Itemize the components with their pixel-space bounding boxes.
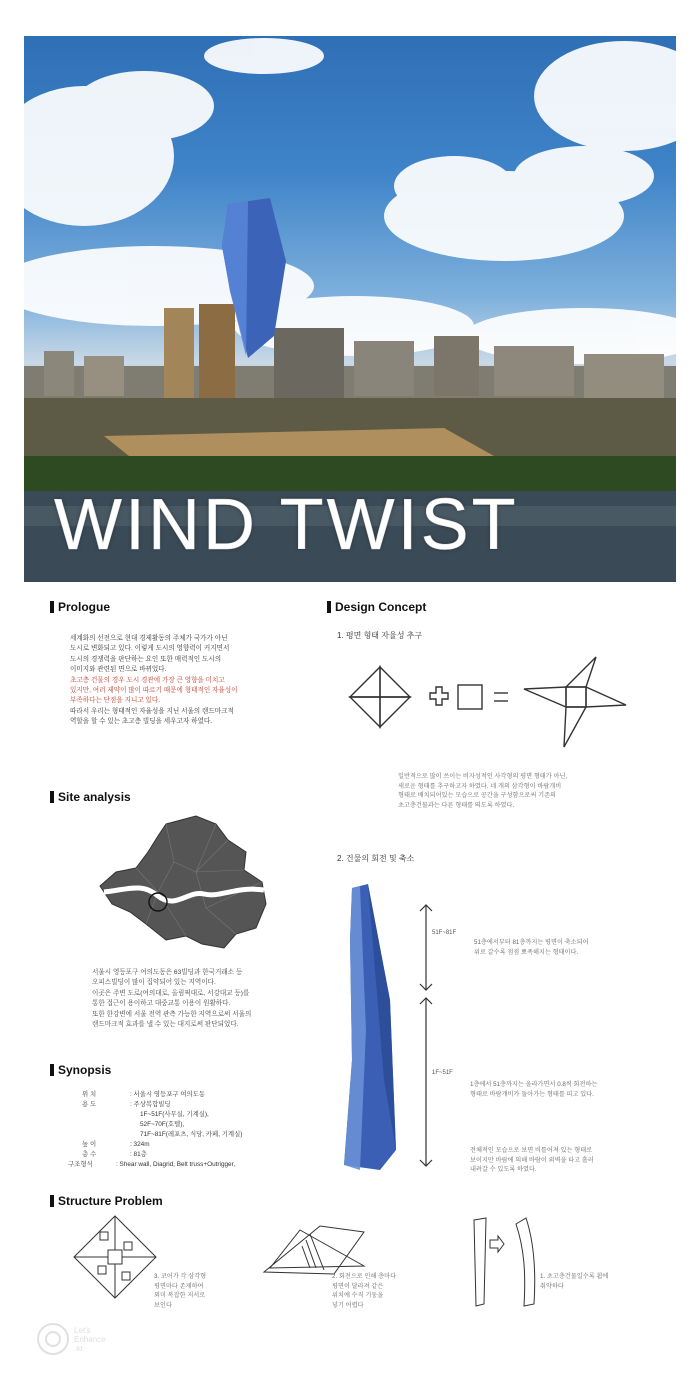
synopsis-row <box>82 1110 242 1120</box>
watermark-logo-icon <box>36 1322 70 1356</box>
site-line: 오피스빌딩이 많이 집약되어 있는 지역이다. <box>92 979 216 987</box>
prologue-heading-text: Prologue <box>58 600 111 614</box>
heading-bar <box>50 601 54 613</box>
site-line: 서울시 영등포구 여의도동은 63빌딩과 한국거래소 등 <box>92 969 243 976</box>
prologue-line: 초고층 건물의 경우 도시 경관에 가장 큰 영향을 미치고 <box>70 676 225 684</box>
prologue-text <box>70 634 238 728</box>
synopsis-value: 1F~51F(사무실, 기계실), <box>140 1111 209 1118</box>
site-line: 통한 접근이 용이하고 대중교통 이용이 원활하다. <box>92 1000 231 1008</box>
synopsis-heading <box>50 1063 111 1077</box>
site-analysis-heading-text: Site analysis <box>58 790 131 804</box>
prologue-line: 부족하다는 단점을 지니고 있다. <box>70 697 161 705</box>
site-line: 랜드마크적 효과를 낼 수 있는 대지로써 판단되었다. <box>92 1021 239 1029</box>
synopsis-value: 71F~81F(레포츠, 식당, 카페, 기계실) <box>140 1131 243 1138</box>
synopsis-key: 위 치 <box>82 1091 97 1098</box>
desc-upper-line: 51층에서부터 81층까지는 평면이 축소되어 <box>474 939 589 946</box>
concept-desc-1 <box>398 772 567 810</box>
synopsis-key: 높 이 <box>82 1141 97 1148</box>
prologue-line: 도시로 변화되고 있다. 이렇게 도시의 영향력이 커지면서 <box>70 645 230 653</box>
desc-whole-line: 내려갈 수 있도록 하였다. <box>470 1166 537 1174</box>
site-line: 이곳은 주변 도로(여의대로, 올림픽대로, 서강대교 등)를 <box>92 989 250 997</box>
desc-upper-line: 위로 갈수록 점점 뾰족해지는 형태이다. <box>474 948 579 956</box>
prologue-line: 세계화의 선전으로 현대 경제활동의 주체가 국가가 아닌 <box>70 635 228 642</box>
synopsis-value: : 324m <box>130 1141 150 1148</box>
concept-desc-line: 일반적으로 많이 쓰이는 비자성적인 사각형의 평면 형태가 아닌, <box>398 773 568 780</box>
problem-line: 넣기 어렵다 <box>332 1301 364 1309</box>
synopsis-row <box>82 1090 242 1100</box>
tower-rotation-diagram <box>330 880 440 1180</box>
synopsis-key <box>82 1120 130 1130</box>
label-lower-floors: 1F~51F <box>432 1070 453 1076</box>
synopsis-row <box>82 1130 242 1140</box>
problem-line: 1. 초고층건물일수록 휨에 <box>540 1273 609 1280</box>
problem-line: 취약하다 <box>540 1282 564 1290</box>
structure-problem-2 <box>332 1272 396 1310</box>
desc-whole-tower <box>470 1146 594 1175</box>
design-concept-heading-text: Design Concept <box>335 600 427 614</box>
synopsis-key: 구조형식 <box>68 1161 93 1168</box>
synopsis-value: 52F~70F(호텔), <box>140 1121 185 1128</box>
prologue-line: 따라서 우리는 형태적인 자율성을 지닌 서울의 랜드마크적 <box>70 707 234 715</box>
desc-upper-floors <box>474 938 589 957</box>
problem-line: 외미 복잡한 저서로 <box>154 1292 206 1300</box>
watermark <box>36 1322 106 1356</box>
prologue-line: 있지만, 여러 제약이 많이 따르기 때문에 형태적인 자율성이 <box>70 687 238 695</box>
heading-bar <box>50 791 54 803</box>
synopsis-row <box>82 1150 242 1160</box>
prologue-heading <box>50 600 110 614</box>
structure-problem-1 <box>540 1272 608 1291</box>
watermark-text <box>74 1326 106 1353</box>
bending-diagram <box>468 1212 558 1312</box>
synopsis-value: : 81층 <box>130 1151 147 1158</box>
problem-line: 3. 코어가 각 삼각형 <box>154 1273 207 1280</box>
synopsis-row <box>68 1160 242 1170</box>
seoul-district-map <box>96 812 271 952</box>
structure-problem-heading <box>50 1194 163 1208</box>
heading-bar <box>50 1195 54 1207</box>
concept-desc-line: 형태로 배치되어있는 모습으로 공간을 구성함으로써 기존의 <box>398 792 557 800</box>
desc-lower-line: 1층에서 51층까지는 올라가면서 0.8씩 회전하는 <box>470 1081 598 1088</box>
synopsis-key <box>82 1110 130 1120</box>
structure-problem-heading-text: Structure Problem <box>58 1194 163 1208</box>
synopsis-row <box>82 1120 242 1130</box>
synopsis-value: : 주상복합빌딩 <box>130 1101 171 1108</box>
site-analysis-heading <box>50 790 131 804</box>
hero-image <box>24 36 676 582</box>
prologue-line: 역할을 할 수 있는 초고층 빌딩을 세우고자 하였다. <box>70 718 213 726</box>
heading-bar <box>50 1064 54 1076</box>
label-upper-floors: 51F~81F <box>432 930 457 936</box>
concept-sub-2: 2. 건물의 회전 및 축소 <box>337 854 415 863</box>
desc-whole-line: 보이지만 바람에 의해 바람이 외벽을 타고 흘러 <box>470 1156 594 1164</box>
site-line: 또한 한강변에 서울 전역 관측 가능한 지역으로써 서울의 <box>92 1010 252 1018</box>
synopsis-row <box>82 1100 242 1110</box>
watermark-line: Let's <box>74 1325 91 1335</box>
concept-desc-line: 초고층건물과는 다른 형태를 띄도록 하였다. <box>398 801 515 809</box>
hero-title: WIND TWIST <box>54 485 519 565</box>
core-plan-diagram <box>70 1212 160 1302</box>
problem-line: 평면마다 존재하여 <box>154 1282 204 1290</box>
site-analysis-text <box>92 968 251 1030</box>
watermark-line: .io <box>74 1343 83 1353</box>
watermark-line: Enhance <box>74 1334 106 1344</box>
design-concept-heading <box>327 600 426 614</box>
synopsis-row <box>82 1140 242 1150</box>
heading-bar <box>327 601 331 613</box>
desc-lower-line: 형태로 바람개비가 돌아가는 형태를 띠고 있다. <box>470 1090 594 1098</box>
concept-desc-line: 새로운 형태를 추구하고자 하였다. 네 개의 삼각형이 바람개비 <box>398 782 562 790</box>
desc-whole-line: 전체적인 모습으로 보면 비틀어져 있는 형태로 <box>470 1147 593 1154</box>
synopsis-value: : 서울시 영등포구 여의도동 <box>130 1091 206 1098</box>
pinwheel-plan-diagram <box>340 655 640 755</box>
desc-lower-floors <box>470 1080 597 1099</box>
problem-line: 위치에 수직 기둥을 <box>332 1292 384 1300</box>
problem-line: 2. 회전으로 인해 층마다 <box>332 1273 397 1280</box>
prologue-line: 이미지와 관련된 면으로 바뀌었다. <box>70 666 167 674</box>
problem-line: 보인다 <box>154 1301 172 1309</box>
clouds <box>24 38 676 364</box>
synopsis-key <box>82 1130 130 1140</box>
prologue-line: 도시의 경쟁력을 판단하는 요인 또한 매력적인 도시의 <box>70 655 222 663</box>
problem-line: 평면이 달라져 같은 <box>332 1282 384 1290</box>
structure-problem-3 <box>154 1272 206 1310</box>
concept-sub-1: 1. 평면 형태 자율성 추구 <box>337 631 423 640</box>
synopsis-key: 층 수 <box>82 1151 97 1158</box>
synopsis-table <box>68 1090 243 1170</box>
synopsis-value: : Shear wall, Diagrid, Belt truss+Outrigger, <box>116 1161 236 1168</box>
synopsis-key: 용 도 <box>82 1101 97 1108</box>
synopsis-heading-text: Synopsis <box>58 1063 112 1077</box>
